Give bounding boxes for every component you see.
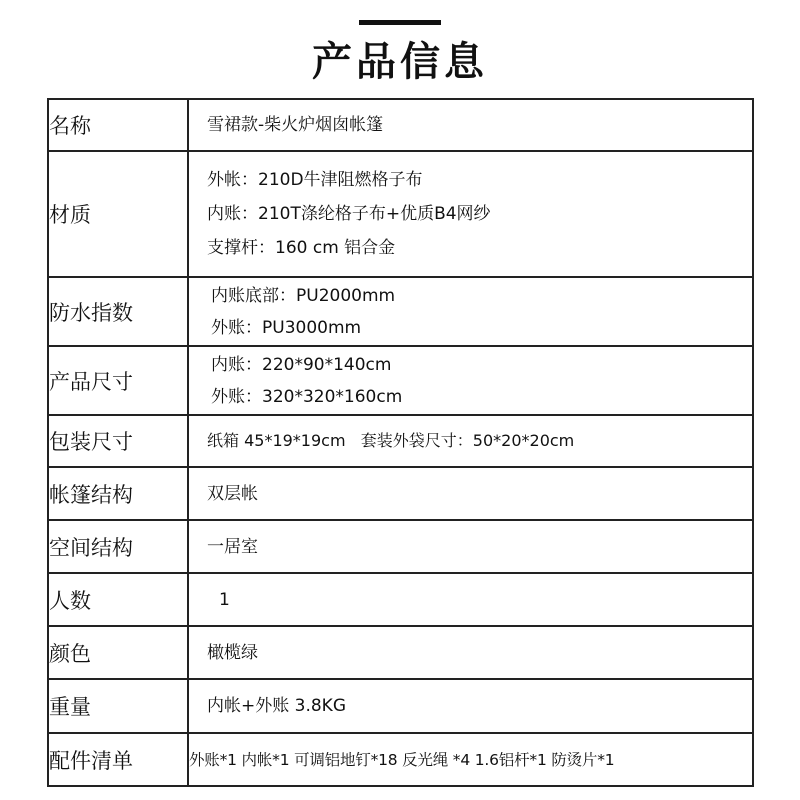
value-line: 外帐：210D牛津阻燃格子布 (207, 170, 423, 190)
row-value (188, 415, 753, 467)
value-line: 内帐+外账 3.8KG (207, 696, 347, 716)
table-row-space-structure (48, 520, 753, 573)
table-row-name (48, 99, 753, 151)
row-label: 防水指数 (48, 277, 188, 346)
table-row-material (48, 151, 753, 277)
value-line: 内账底部：PU2000mm (211, 285, 396, 306)
product-spec-table (47, 98, 754, 787)
row-value (188, 626, 753, 679)
row-label: 配件清单 (48, 733, 188, 786)
row-label: 名称 (48, 99, 188, 151)
table-row-accessories (48, 733, 753, 786)
value-line: 外账：PU3000mm (211, 317, 362, 338)
title-decoration-bar (359, 20, 441, 25)
row-label: 产品尺寸 (48, 346, 188, 415)
row-value (188, 277, 753, 346)
value-line: 外账：320*320*160cm (211, 386, 403, 407)
table-row-package-size (48, 415, 753, 467)
row-label: 帐篷结构 (48, 467, 188, 520)
value-line: 内账：210T涤纶格子布+优质B4网纱 (207, 204, 491, 224)
table-row-weight (48, 679, 753, 733)
value-line: 一居室 (207, 536, 258, 557)
table-row-waterproof (48, 277, 753, 346)
row-value (188, 573, 753, 626)
row-label: 空间结构 (48, 520, 188, 573)
row-value (188, 151, 753, 277)
row-value (188, 99, 753, 151)
value-line: 1 (219, 589, 230, 610)
value-line: 支撑杆：160 cm 铝合金 (207, 238, 396, 258)
row-label: 包装尺寸 (48, 415, 188, 467)
row-value (188, 679, 753, 733)
row-label: 材质 (48, 151, 188, 277)
row-label: 颜色 (48, 626, 188, 679)
row-label: 重量 (48, 679, 188, 733)
table-row-product-size (48, 346, 753, 415)
row-label: 人数 (48, 573, 188, 626)
value-line: 双层帐 (207, 483, 258, 504)
table-row-tent-structure (48, 467, 753, 520)
value-line: 雪裙款-柴火炉烟囱帐篷 (207, 115, 384, 135)
page-title: 产品信息 (312, 39, 488, 85)
value-line: 外账*1 内帐*1 可调铝地钉*18 反光绳 *4 1.6铝杆*1 防烫片*1 (189, 750, 615, 769)
row-value (188, 346, 753, 415)
row-value (188, 467, 753, 520)
value-line: 纸箱 45*19*19cm 套装外袋尺寸：50*20*20cm (207, 431, 575, 450)
value-line: 内账：220*90*140cm (211, 354, 392, 375)
table-row-color (48, 626, 753, 679)
row-value (188, 520, 753, 573)
table-row-capacity (48, 573, 753, 626)
row-value (188, 733, 753, 786)
value-line: 橄榄绿 (207, 642, 258, 663)
